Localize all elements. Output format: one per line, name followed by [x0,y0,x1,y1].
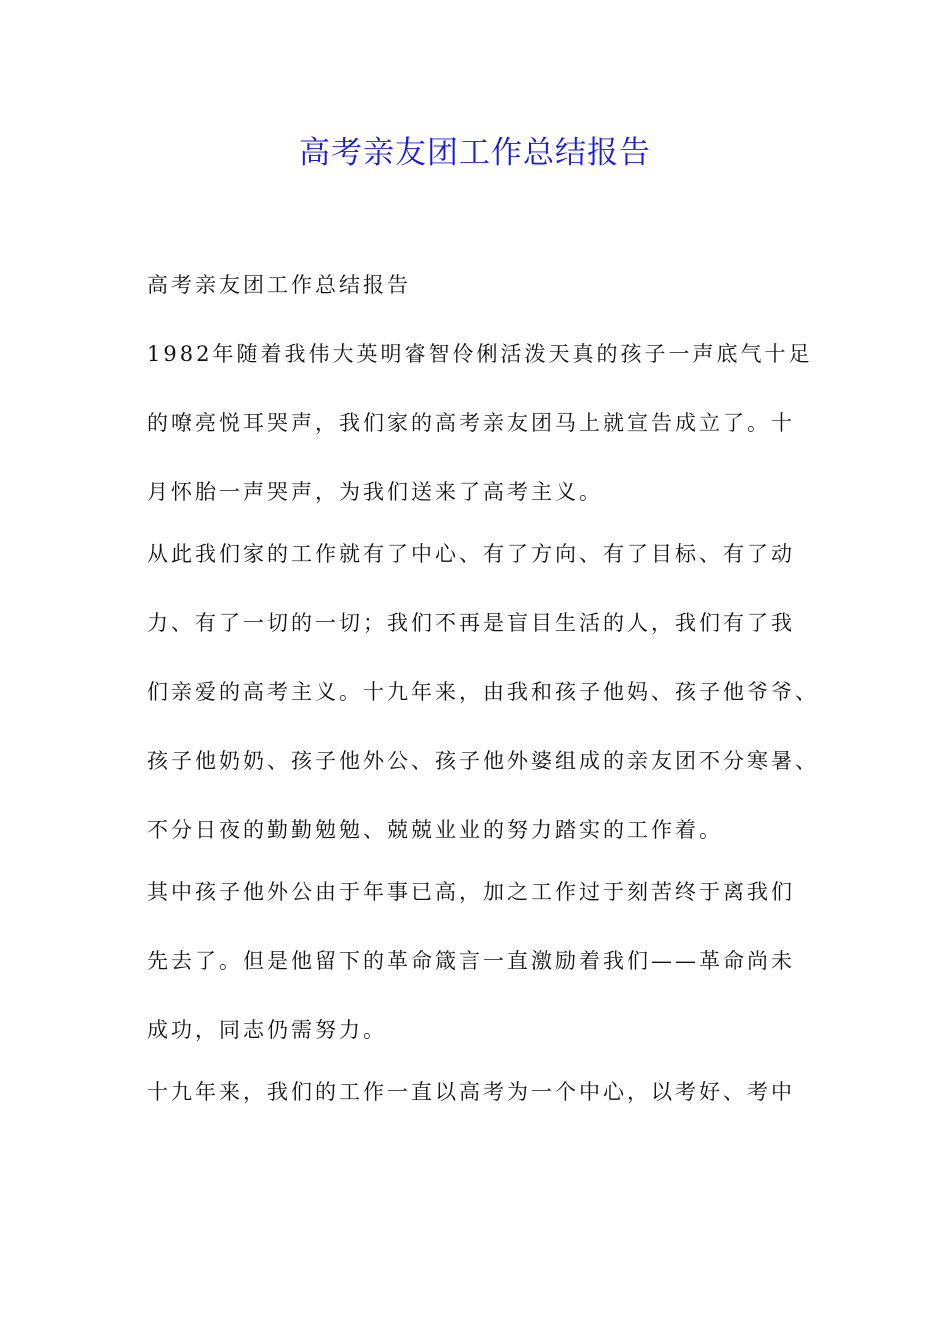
text-line: 其中孩子他外公由于年事已高，加之工作过于刻苦终于离我们 [147,880,795,904]
text-line: 月怀胎一声哭声，为我们送来了高考主义。 [147,480,603,504]
paragraph-5 [147,1069,827,1115]
text-line: 孩子他奶奶、孩子他外公、孩子他外婆组成的亲友团不分寒暑、 [147,749,819,773]
text-line: 们亲爱的高考主义。十九年来，由我和孩子他妈、孩子他爷爷、 [147,680,819,704]
text-line: 1982年随着我伟大英明睿智伶俐活泼天真的孩子一声底气十足 [147,342,813,366]
text-line: 不分日夜的勤勤勉勉、兢兢业业的努力踏实的工作着。 [147,818,723,842]
paragraph-3 [147,531,827,853]
paragraph-4 [147,869,827,1053]
document-body [147,262,827,1131]
document-title: 高考亲友团工作总结报告 [299,135,651,171]
text-line: 成功，同志仍需努力。 [147,1018,387,1042]
text-line: 先去了。但是他留下的革命箴言一直激励着我们——革命尚未 [147,949,795,973]
text-line: 力、有了一切的一切；我们不再是盲目生活的人，我们有了我 [147,611,795,635]
text-line: 高考亲友团工作总结报告 [147,273,411,297]
text-line: 十九年来，我们的工作一直以高考为一个中心，以考好、考中 [147,1080,795,1104]
paragraph-2 [147,331,827,515]
text-line: 从此我们家的工作就有了中心、有了方向、有了目标、有了动 [147,542,795,566]
text-line: 的嘹亮悦耳哭声，我们家的高考亲友团马上就宣告成立了。十 [147,411,795,435]
paragraph-1 [147,262,827,308]
